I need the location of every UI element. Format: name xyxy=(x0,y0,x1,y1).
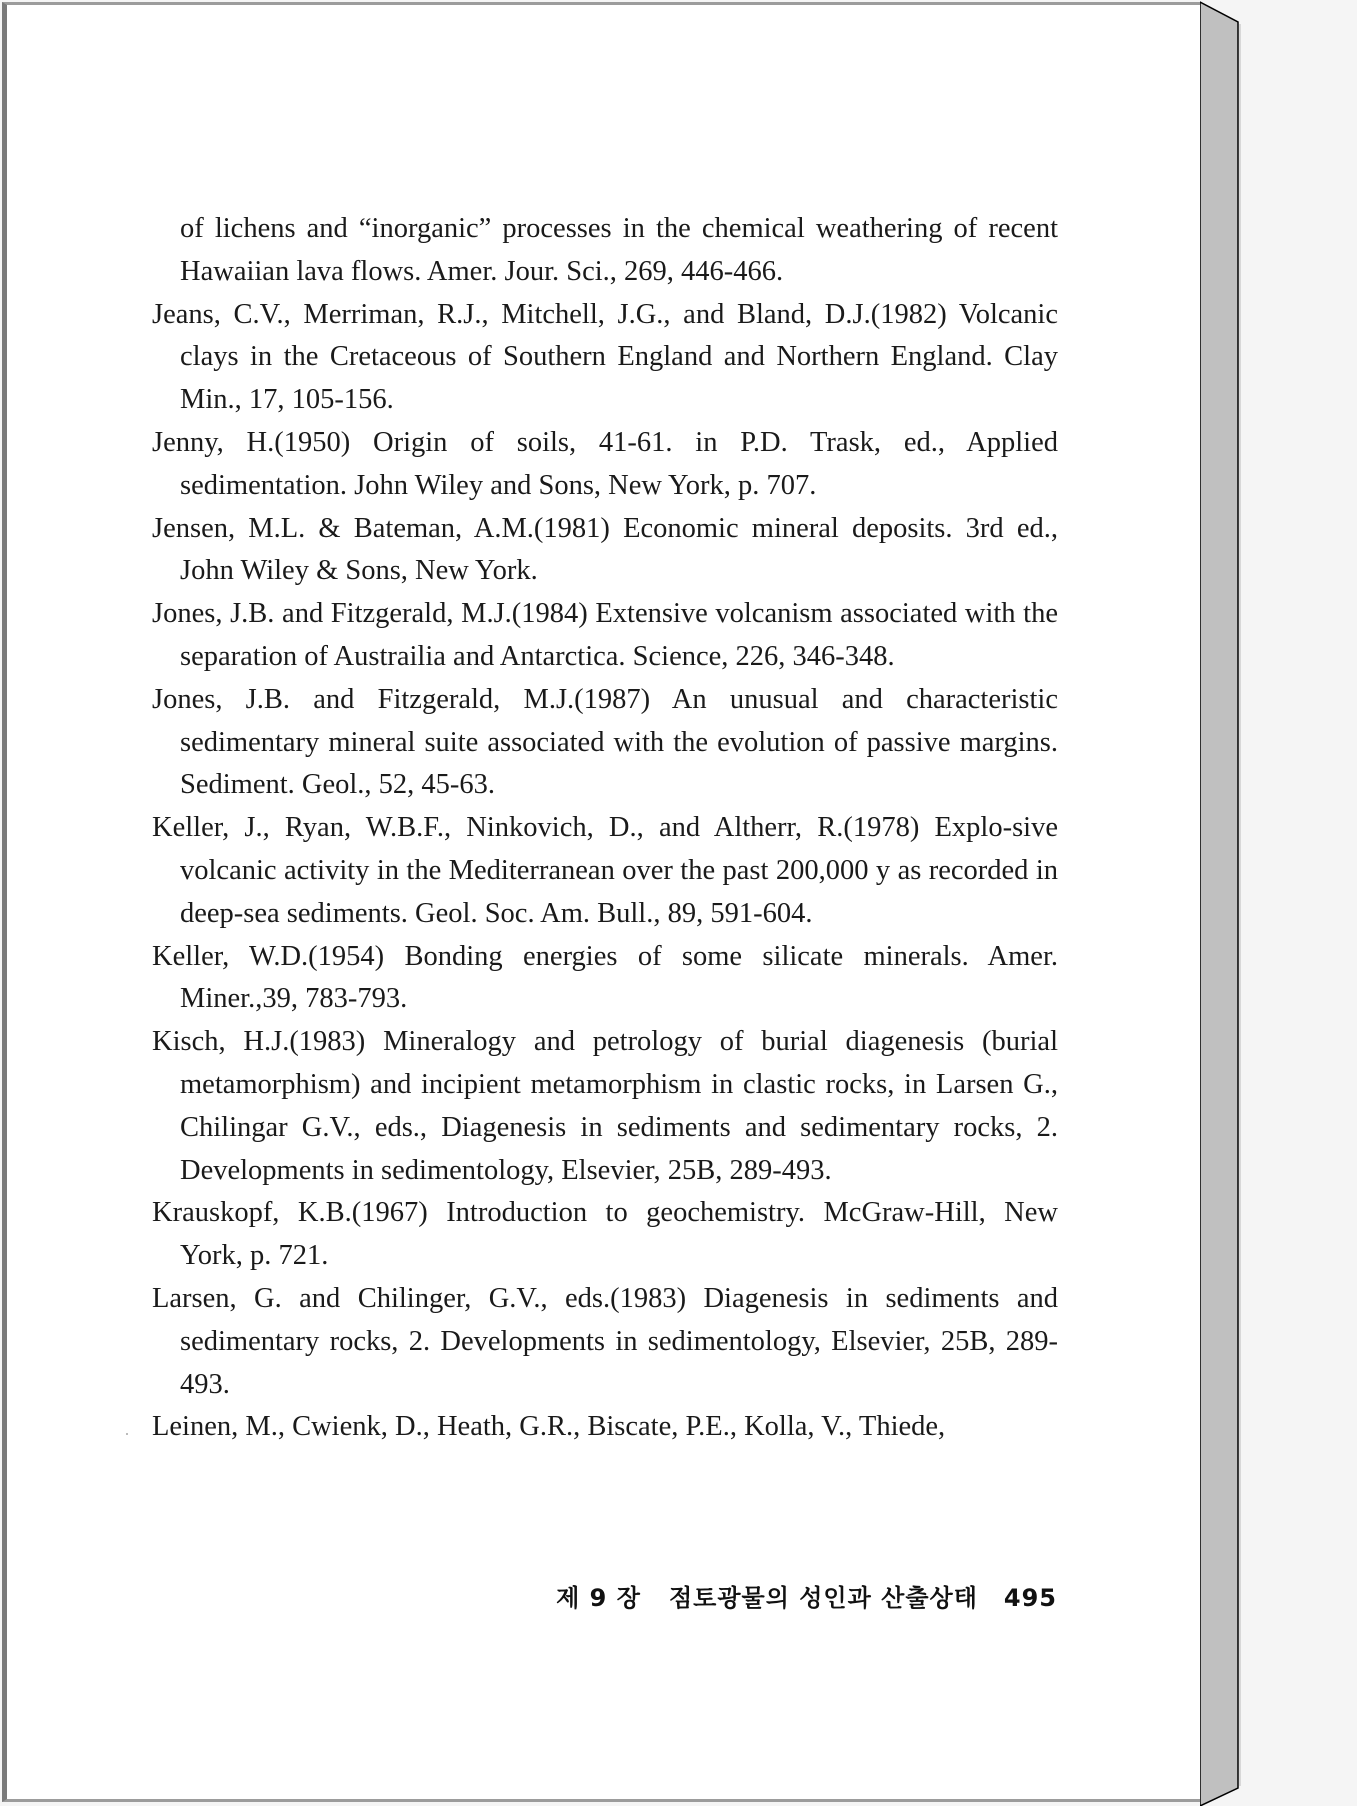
reference-entry: of lichens and “inorganic” processes in the chemical weathering of recent Hawaiian lava flows. Amer. Jour. Sci., 269, 446-466. xyxy=(180,213,1058,287)
chapter-title: 제 9 장 점토광물의 성인과 산출상태 xyxy=(556,1584,978,1612)
reference-entry: Kisch, H.J.(1983) Mineralogy and petrology of burial diagenesis (burial metamorphism) and incipient metamorphism in clastic rocks, in Larsen G., Chilingar G.V., eds., Diagenesis in sediments and sedimentary rocks, 2. Developments in sedimentology, Elsevier, 25B, 289-493. xyxy=(152,1026,1058,1186)
reference-entry: Jeans, C.V., Merriman, R.J., Mitchell, J.G., and Bland, D.J.(1982) Volcanic clays in the Cretaceous of Southern England and Northern England. Clay Min., 17, 105-156. xyxy=(152,298,1058,416)
page-edge-spine xyxy=(1200,0,1245,1806)
reference-entry: Krauskopf, K.B.(1967) Introduction to geochemistry. McGraw-Hill, New York, p. 721. xyxy=(152,1197,1058,1272)
reference-entry: Keller, J., Ryan, W.B.F., Ninkovich, D., and Altherr, R.(1978) Explo-sive volcanic activity in the Mediterranean over the past 200,000 y as recorded in deep-sea sediments. Geol. Soc. Am. Bull., 89, 591-604. xyxy=(152,812,1058,929)
reference-entry: Leinen, M., Cwienk, D., Heath, G.R., Biscate, P.E., Kolla, V., Thiede, xyxy=(152,1411,946,1443)
reference-entry: Jones, J.B. and Fitzgerald, M.J.(1984) Extensive volcanism associated with the separation of Austrailia and Antarctica. Science, 226, 346-348. xyxy=(152,598,1058,672)
scan-speck xyxy=(126,1433,128,1435)
reference-entry: Jensen, M.L. & Bateman, A.M.(1981) Economic mineral deposits. 3rd ed., John Wiley & Sons, New York. xyxy=(152,512,1058,587)
page-number: 495 xyxy=(1003,1584,1057,1612)
reference-entry: Larsen, G. and Chilinger, G.V., eds.(1983) Diagenesis in sediments and sedimentary rocks, 2. Developments in sedimentology, Elsevier, 25B, 289-493. xyxy=(152,1282,1058,1400)
reference-entry: Keller, W.D.(1954) Bonding energies of some silicate minerals. Amer. Miner.,39, 783-793. xyxy=(152,940,1058,1015)
reference-list xyxy=(152,208,1058,1449)
reference-entry: Jenny, H.(1950) Origin of soils, 41-61. in P.D. Trask, ed., Applied sedimentation. John Wiley and Sons, New York, p. 707. xyxy=(152,426,1058,501)
running-footer xyxy=(556,1578,1057,1613)
reference-entry: Jones, J.B. and Fitzgerald, M.J.(1987) An unusual and characteristic sedimentary mineral suite associated with the evolution of passive margins. Sediment. Geol., 52, 45-63. xyxy=(152,683,1058,801)
